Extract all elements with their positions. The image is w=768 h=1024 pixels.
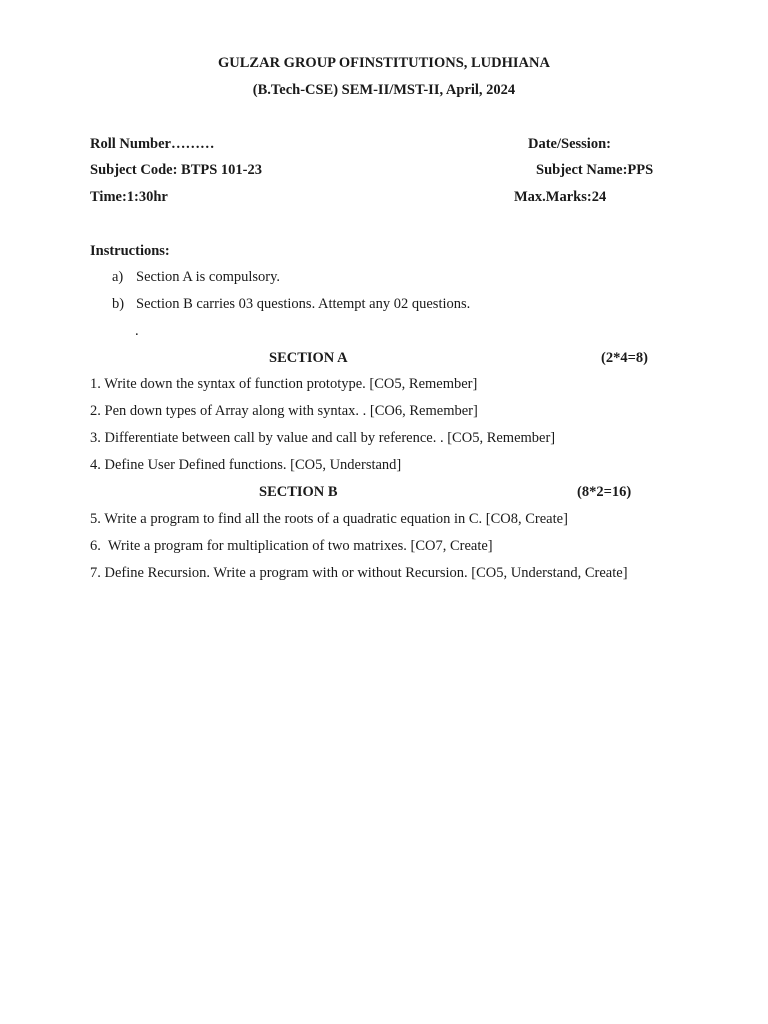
section-b-marks: (8*2=16) xyxy=(577,484,632,500)
instruction-marker: b) xyxy=(112,296,125,312)
subject-name: Subject Name:PPS xyxy=(536,162,654,178)
question: 6. Write a program for multiplication of two matrixes. [CO7, Create] xyxy=(90,538,493,554)
exam-time: Time:1:30hr xyxy=(90,189,168,205)
question: 2. Pen down types of Array along with syntax. . [CO6, Remember] xyxy=(90,403,478,419)
institution-title: GULZAR GROUP OFINSTITUTIONS, LUDHIANA xyxy=(218,55,550,71)
date-session: Date/Session: xyxy=(528,136,611,152)
question: 1. Write down the syntax of function prototype. [CO5, Remember] xyxy=(90,376,478,392)
instruction-item: Section B carries 03 questions. Attempt any 02 questions. xyxy=(136,296,471,312)
question: 5. Write a program to find all the roots of a quadratic equation in C. [CO8, Create] xyxy=(90,511,568,527)
exam-title: (B.Tech-CSE) SEM-II/MST-II, April, 2024 xyxy=(252,82,516,98)
instruction-marker: a) xyxy=(112,269,124,285)
section-b-title: SECTION B xyxy=(259,484,338,500)
instruction-item: Section A is compulsory. xyxy=(136,269,281,285)
stray-dot: . xyxy=(135,323,139,339)
max-marks: Max.Marks:24 xyxy=(514,189,607,205)
section-a-marks: (2*4=8) xyxy=(601,350,648,366)
roll-number: Roll Number……… xyxy=(90,136,215,152)
question: 3. Differentiate between call by value and call by reference. . [CO5, Remember] xyxy=(90,430,556,446)
question: 4. Define User Defined functions. [CO5, Understand] xyxy=(90,457,402,473)
question: 7. Define Recursion. Write a program with or without Recursion. [CO5, Understand, Create] xyxy=(90,565,628,581)
instructions-heading: Instructions: xyxy=(90,243,170,259)
subject-code: Subject Code: BTPS 101-23 xyxy=(90,162,262,178)
section-a-title: SECTION A xyxy=(269,350,348,366)
